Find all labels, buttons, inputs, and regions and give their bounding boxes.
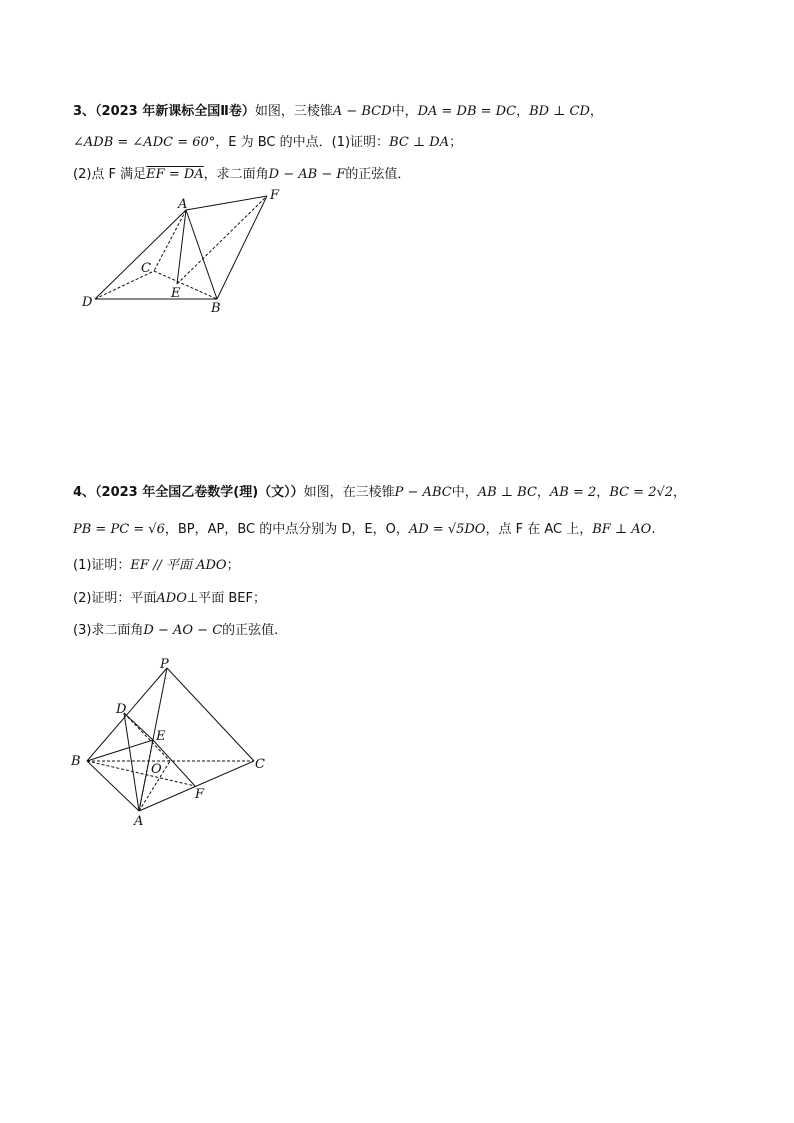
p4-tetra: P − ABC [394,485,452,500]
p4-label-F: F [195,787,205,802]
p4-condition-2: AB = 2 [549,485,597,500]
p3-line-1 [73,103,603,121]
p4-edge-DA [124,713,139,811]
p4-q2-math: ADO [156,591,187,606]
p3-figure [74,185,294,315]
p4-condition-4: PB = PC = √6 [73,522,165,537]
p3-line-2 [73,134,462,152]
p4-label-C: C [255,757,265,772]
p3-text: 如图，三棱锥 [254,104,333,119]
p4-label-P: P [160,657,169,672]
p4-label-O: O [151,762,162,777]
p4-label-D: D [116,702,127,717]
p4-q3-math: D − AO − C [143,623,223,638]
p3-label-A: A [178,197,188,212]
p3-line-3 [73,166,410,184]
p4-label-B: B [71,754,81,769]
p4-question-1 [73,557,240,575]
p4-text: ， [673,485,687,500]
p3-label-C: C [141,261,151,276]
p3-number: 3、 [73,104,96,119]
p3-goal-1: BC ⊥ DA [389,135,450,150]
p4-number: 4、 [73,485,96,500]
p4-edge-BE [87,740,153,761]
p4-text: . [651,522,656,537]
p4-text: ， [596,485,610,500]
p4-q1-math: EF // 平面 ADO [130,558,227,573]
p3-condition-perp: BD ⊥ CD [529,104,590,119]
p3-edge-AE [177,210,186,284]
p4-text: 的正弦值. [222,623,279,638]
p4-edge-BF [87,761,195,786]
p4-question-3 [73,622,278,640]
p4-text: ，点 F 在 AC 上， [485,522,593,537]
p3-edge-AF [186,196,267,210]
p3-edge-FB [217,196,267,299]
p4-text: 如图，在三棱锥 [303,485,395,500]
p4-edge-PC [167,668,254,761]
p3-label-E: E [171,286,181,301]
p3-text: 的正弦值． [345,167,411,182]
p3-edge-AC [154,210,186,271]
p4-edge-PB [87,668,167,761]
p4-question-2 [73,590,266,608]
p4-label-E: E [156,729,166,744]
p3-label-D: D [82,295,93,310]
p4-text: ，BP，AP，BC 的中点分别为 D，E，O， [164,522,409,537]
p3-edge-AB [186,210,217,299]
p4-figure [66,652,280,830]
p4-text: (1)证明： [73,558,131,573]
p4-text: (2)证明：平面 [73,591,157,606]
p3-text: ； [449,135,463,150]
p4-source: （2023 年全国乙卷数学(理)（文）） [95,485,304,500]
p3-vector-eq: EF = DA [146,167,204,182]
p4-label-A: A [134,814,144,829]
p4-text: ， [536,485,550,500]
p4-edge-BA [87,761,139,811]
p3-label-B: B [211,301,221,315]
p3-text: 中， [391,104,418,119]
p4-condition-5: AD = √5DO [408,522,486,537]
p3-condition-equal: DA = DB = DC [417,104,517,119]
p4-text: (3)求二面角 [73,623,144,638]
p4-line-2 [73,521,655,539]
p3-tetra: A − BCD [332,104,392,119]
p3-label-F: F [270,188,280,203]
p3-text: ，求二面角 [203,167,269,182]
p4-text: ⊥平面 BEF； [186,591,266,606]
p3-source: （2023 年新课标全国Ⅱ卷） [95,104,255,119]
p3-angle: ∠ADB = ∠ADC = 60° [73,135,216,150]
p3-text: ， [516,104,530,119]
p4-line-1 [73,484,686,502]
p3-dihedral: D − AB − F [268,167,346,182]
p3-text: ，E 为 BC 的中点．(1)证明： [215,135,390,150]
p3-text: ， [589,104,603,119]
p4-condition-3: BC = 2√2 [609,485,674,500]
p4-condition-1: AB ⊥ BC [477,485,537,500]
p4-text: 中， [451,485,478,500]
p3-text: (2)点 F 满足 [73,167,147,182]
p4-text: ； [226,558,240,573]
p4-condition-6: BF ⊥ AO [592,522,652,537]
